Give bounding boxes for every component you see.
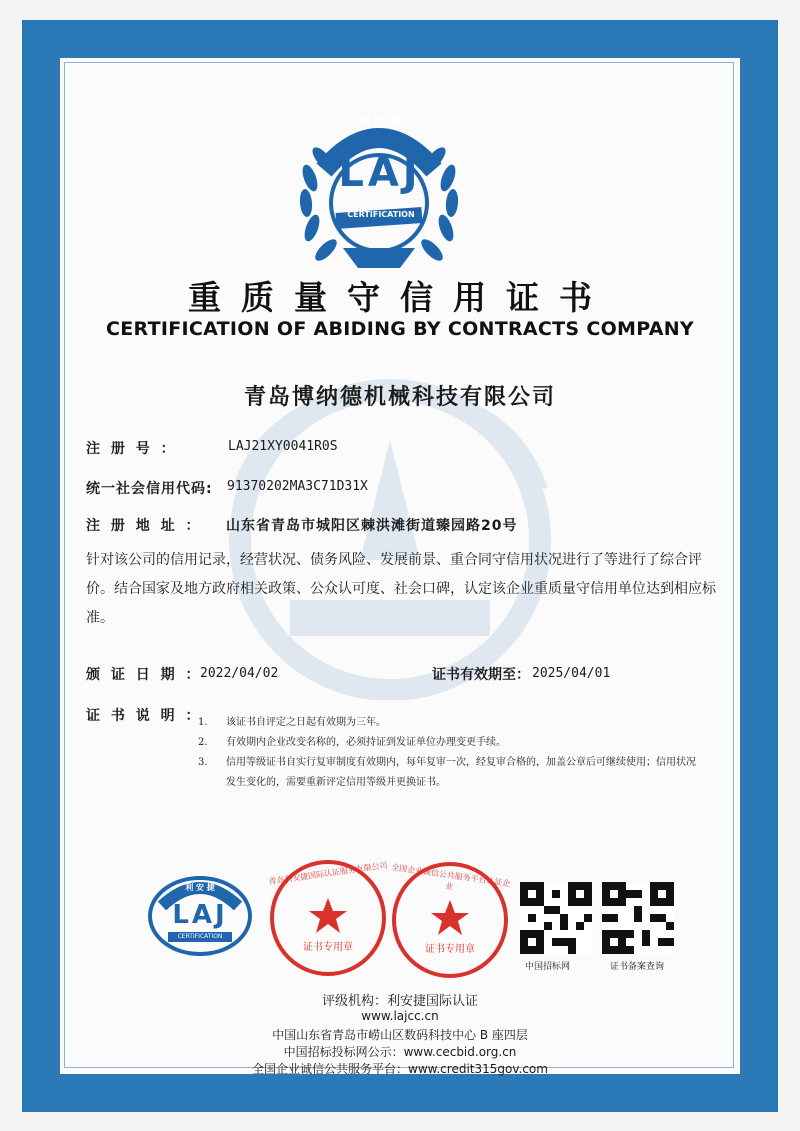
bottom-logo-letters: LAJ	[172, 900, 228, 930]
valid-until-label: 证书有效期至：	[432, 667, 530, 683]
reg-no-label: 注 册 号 ：	[86, 441, 178, 457]
footer-credit-site: 全国企业诚信公共服务平台：www.credit315gov.com	[252, 1062, 548, 1076]
issue-date-value: 2022/04/02	[200, 666, 279, 681]
logo-letters: LAJ	[338, 150, 422, 196]
note-item	[198, 753, 698, 793]
note-text: 该证书自评定之日起有效期为三年。	[226, 717, 386, 728]
title-english: CERTIFICATION OF ABIDING BY CONTRACTS COMPANY	[106, 318, 694, 340]
qr-code-left	[520, 882, 592, 954]
watermark-emblem	[180, 370, 600, 700]
note-text: 信用等级证书自实行复审制度有效期内，每年复审一次，经复审合格的，加盖公章后可继续使用；信用状况发生变化的，需要重新评定信用等级并更换证书。	[226, 757, 696, 788]
note-number: 2.	[198, 737, 208, 748]
note-number: 3.	[198, 757, 208, 768]
logo-ribbon-text: CERTIFICATION	[347, 210, 415, 219]
seal2-ring-text: 全国企业诚信公共服务平台认证企业	[390, 862, 511, 892]
address-value: 山东省青岛市城阳区棘洪滩街道臻园路20号	[226, 518, 518, 534]
footer-org-label: 评级机构：利安捷国际认证	[321, 994, 478, 1009]
note-text: 有效期内企业改变名称的，必须持证到发证单位办理变更手续。	[226, 737, 506, 748]
reg-no-value: LAJ21XY0041R0S	[228, 439, 338, 454]
valid-until-value: 2025/04/01	[532, 666, 611, 681]
company-name: 青岛博纳德机械科技有限公司	[243, 384, 556, 410]
seal2-center-text: 证书专用章	[425, 944, 475, 955]
notes-list	[198, 713, 698, 793]
qr-right-caption: 证书备案查询	[610, 962, 665, 972]
bottom-logo-ribbon: CERTIFICATION	[177, 933, 223, 940]
credit-code-label: 统一社会信用代码:	[86, 481, 213, 497]
qr-code-right	[602, 882, 674, 954]
bottom-logo-arc-text: 利 安 捷	[185, 883, 215, 892]
notes-label: 证 书 说 明 ：	[86, 708, 203, 724]
issue-date-label: 颁 证 日 期 ：	[86, 667, 203, 683]
title-chinese: 重质量守信用证书	[188, 278, 612, 317]
address-label: 注 册 地 址 ：	[86, 518, 203, 534]
note-item	[198, 713, 698, 733]
body-paragraph: 针对该公司的信用记录，经营状况、债务风险、发展前景、重合同守信用状况进行了等进行了综合评价。结合国家及地方政府相关政策、公众认可度、社会口碑，认定该企业重质量守信用单位达到相应标准。	[86, 552, 716, 626]
note-number: 1.	[198, 717, 208, 728]
logo-arc-text: 利 安 捷	[357, 114, 403, 128]
seal1-ring-text: 青岛利安捷国际认证服务有限公司	[267, 860, 389, 887]
seal1-center-text: 证书专用章	[303, 942, 353, 953]
qr-left-caption: 中国招标网	[525, 962, 571, 972]
footer-website: www.lajcc.cn	[361, 1009, 439, 1023]
footer-address: 中国山东省青岛市崂山区数码科技中心 B 座四层	[272, 1028, 528, 1042]
footer-bid-site: 中国招标投标网公示：www.cecbid.org.cn	[283, 1045, 517, 1059]
credit-code-value: 91370202MA3C71D31X	[227, 479, 368, 494]
note-item	[198, 733, 698, 753]
